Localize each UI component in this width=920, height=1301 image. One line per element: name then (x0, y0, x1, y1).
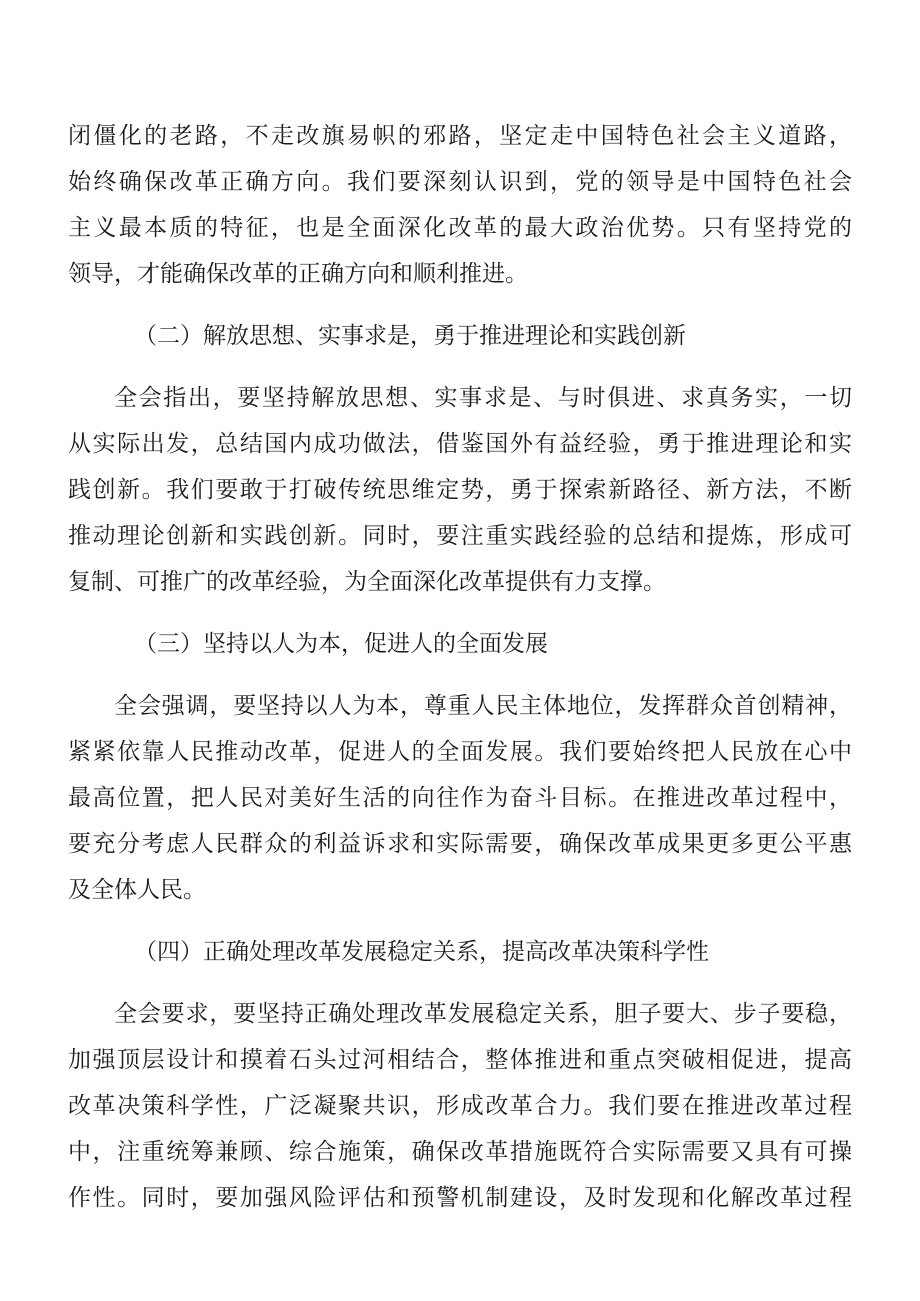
paragraph-line: 始终确保改革正确方向。我们要深刻认识到，党的领导是中国特色社会 (68, 169, 852, 195)
section-heading-3: （三）坚持以人为本，促进人的全面发展 (134, 631, 548, 657)
paragraph-line: 紧紧依靠人民推动改革，促进人的全面发展。我们要始终把人民放在心中 (68, 739, 852, 765)
paragraph-line: 推动理论创新和实践创新。同时，要注重实践经验的总结和提炼，形成可 (68, 523, 852, 549)
paragraph-line: 改革决策科学性，广泛凝聚共识，形成改革合力。我们要在推进改革过程 (68, 1093, 852, 1119)
section-heading-4: （四）正确处理改革发展稳定关系，提高改革决策科学性 (134, 939, 709, 965)
paragraph-line: 全会要求，要坚持正确处理改革发展稳定关系，胆子要大、步子要稳， (114, 1001, 852, 1027)
paragraph-line: 复制、可推广的改革经验，为全面深化改革提供有力支撑。 (68, 569, 666, 595)
paragraph-line: 践创新。我们要敢于打破传统思维定势，勇于探索新路径、新方法，不断 (68, 477, 852, 503)
paragraph-line: 全会强调，要坚持以人为本，尊重人民主体地位，发挥群众首创精神， (114, 693, 852, 719)
paragraph-line: 加强顶层设计和摸着石头过河相结合，整体推进和重点突破相促进，提高 (68, 1047, 852, 1073)
paragraph-line: 最高位置，把人民对美好生活的向往作为奋斗目标。在推进改革过程中， (68, 785, 852, 811)
paragraph-line: 闭僵化的老路，不走改旗易帜的邪路，坚定走中国特色社会主义道路， (68, 123, 852, 149)
paragraph-line: 全会指出，要坚持解放思想、实事求是、与时俱进、求真务实，一切 (114, 385, 852, 411)
section-4-paragraph (68, 991, 852, 1221)
section-3-paragraph (68, 683, 852, 913)
paragraph-line: 中，注重统筹兼顾、综合施策，确保改革措施既符合实际需要又具有可操 (68, 1139, 852, 1165)
paragraph-line: 从实际出发，总结国内成功做法，借鉴国外有益经验，勇于推进理论和实 (68, 431, 852, 457)
paragraph-line: 领导，才能确保改革的正确方向和顺利推进。 (68, 261, 528, 287)
document-body (68, 113, 852, 1221)
paragraph-line: 主义最本质的特征，也是全面深化改革的最大政治优势。只有坚持党的 (68, 215, 852, 241)
paragraph-line: 及全体人民。 (68, 877, 206, 903)
section-2-paragraph (68, 375, 852, 605)
paragraph-line: 作性。同时，要加强风险评估和预警机制建设，及时发现和化解改革过程 (68, 1185, 852, 1211)
paragraph-line: 要充分考虑人民群众的利益诉求和实际需要，确保改革成果更多更公平惠 (68, 831, 852, 857)
intro-paragraph (68, 113, 852, 297)
section-heading-2: （二）解放思想、实事求是，勇于推进理论和实践创新 (134, 323, 686, 349)
